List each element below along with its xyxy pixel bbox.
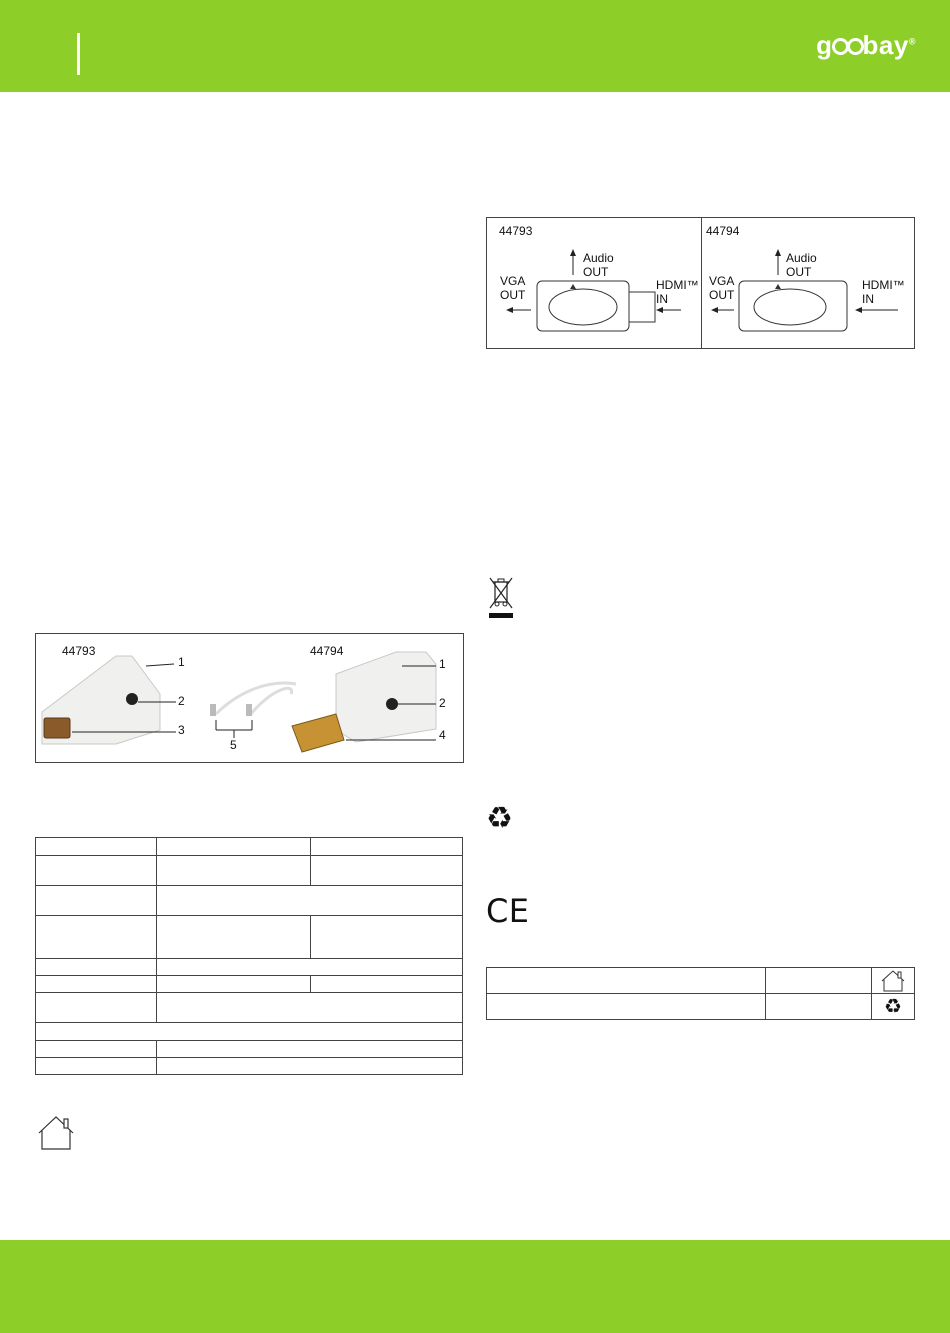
- house-icon: [881, 970, 905, 992]
- table-row: [36, 1023, 463, 1041]
- adapter-diagram-44793: [487, 218, 701, 348]
- adapter-photo-illustration: [36, 634, 465, 764]
- table-row: [36, 886, 463, 916]
- callout-4: 4: [439, 728, 446, 742]
- callout-2-44794: 2: [439, 696, 446, 710]
- vga-out-label-44794: VGA OUT: [709, 274, 735, 302]
- table-row: [36, 976, 463, 993]
- house-icon: [37, 1115, 75, 1151]
- audio-out-label-44794: Audio OUT: [786, 251, 817, 279]
- table-row: [36, 838, 463, 856]
- table-row: [487, 968, 915, 994]
- table-row: [36, 916, 463, 959]
- hdmi-in-label-44793: HDMI™ IN: [656, 278, 699, 306]
- table-row: [36, 993, 463, 1023]
- product-photo: [35, 633, 464, 763]
- photo-model-44793: 44793: [62, 644, 96, 658]
- adapter-diagram-44794: [702, 218, 915, 348]
- callout-2-44793: 2: [178, 694, 185, 708]
- footer-band: [0, 1240, 950, 1333]
- table-row: [36, 856, 463, 886]
- brand-logo: g bay®: [816, 30, 916, 60]
- diagram-model-44794: 44794: [706, 224, 740, 238]
- callout-1-44793: 1: [178, 655, 185, 669]
- audio-out-label-44793: Audio OUT: [583, 251, 614, 279]
- callout-3: 3: [178, 723, 185, 737]
- callout-5: 5: [230, 738, 237, 752]
- weee-bin-icon: [488, 576, 514, 620]
- table-row: [36, 959, 463, 976]
- recycle-icon: ♻: [486, 802, 513, 835]
- diagram-model-44793: 44793: [499, 224, 533, 238]
- vga-out-label-44793: VGA OUT: [500, 274, 526, 302]
- connection-diagram: [486, 217, 915, 349]
- packaging-table: [486, 967, 915, 1020]
- spec-table: [35, 837, 463, 1075]
- photo-model-44794: 44794: [310, 644, 344, 658]
- header-divider: [77, 33, 80, 75]
- hdmi-in-label-44794: HDMI™ IN: [862, 278, 905, 306]
- table-row: [36, 1041, 463, 1058]
- recycle-icon: ♻: [884, 995, 902, 1018]
- table-row: [487, 994, 915, 1020]
- callout-1-44794: 1: [439, 657, 446, 671]
- header-band: [0, 0, 950, 92]
- table-row: [36, 1058, 463, 1075]
- ce-mark-icon: C E: [486, 892, 526, 930]
